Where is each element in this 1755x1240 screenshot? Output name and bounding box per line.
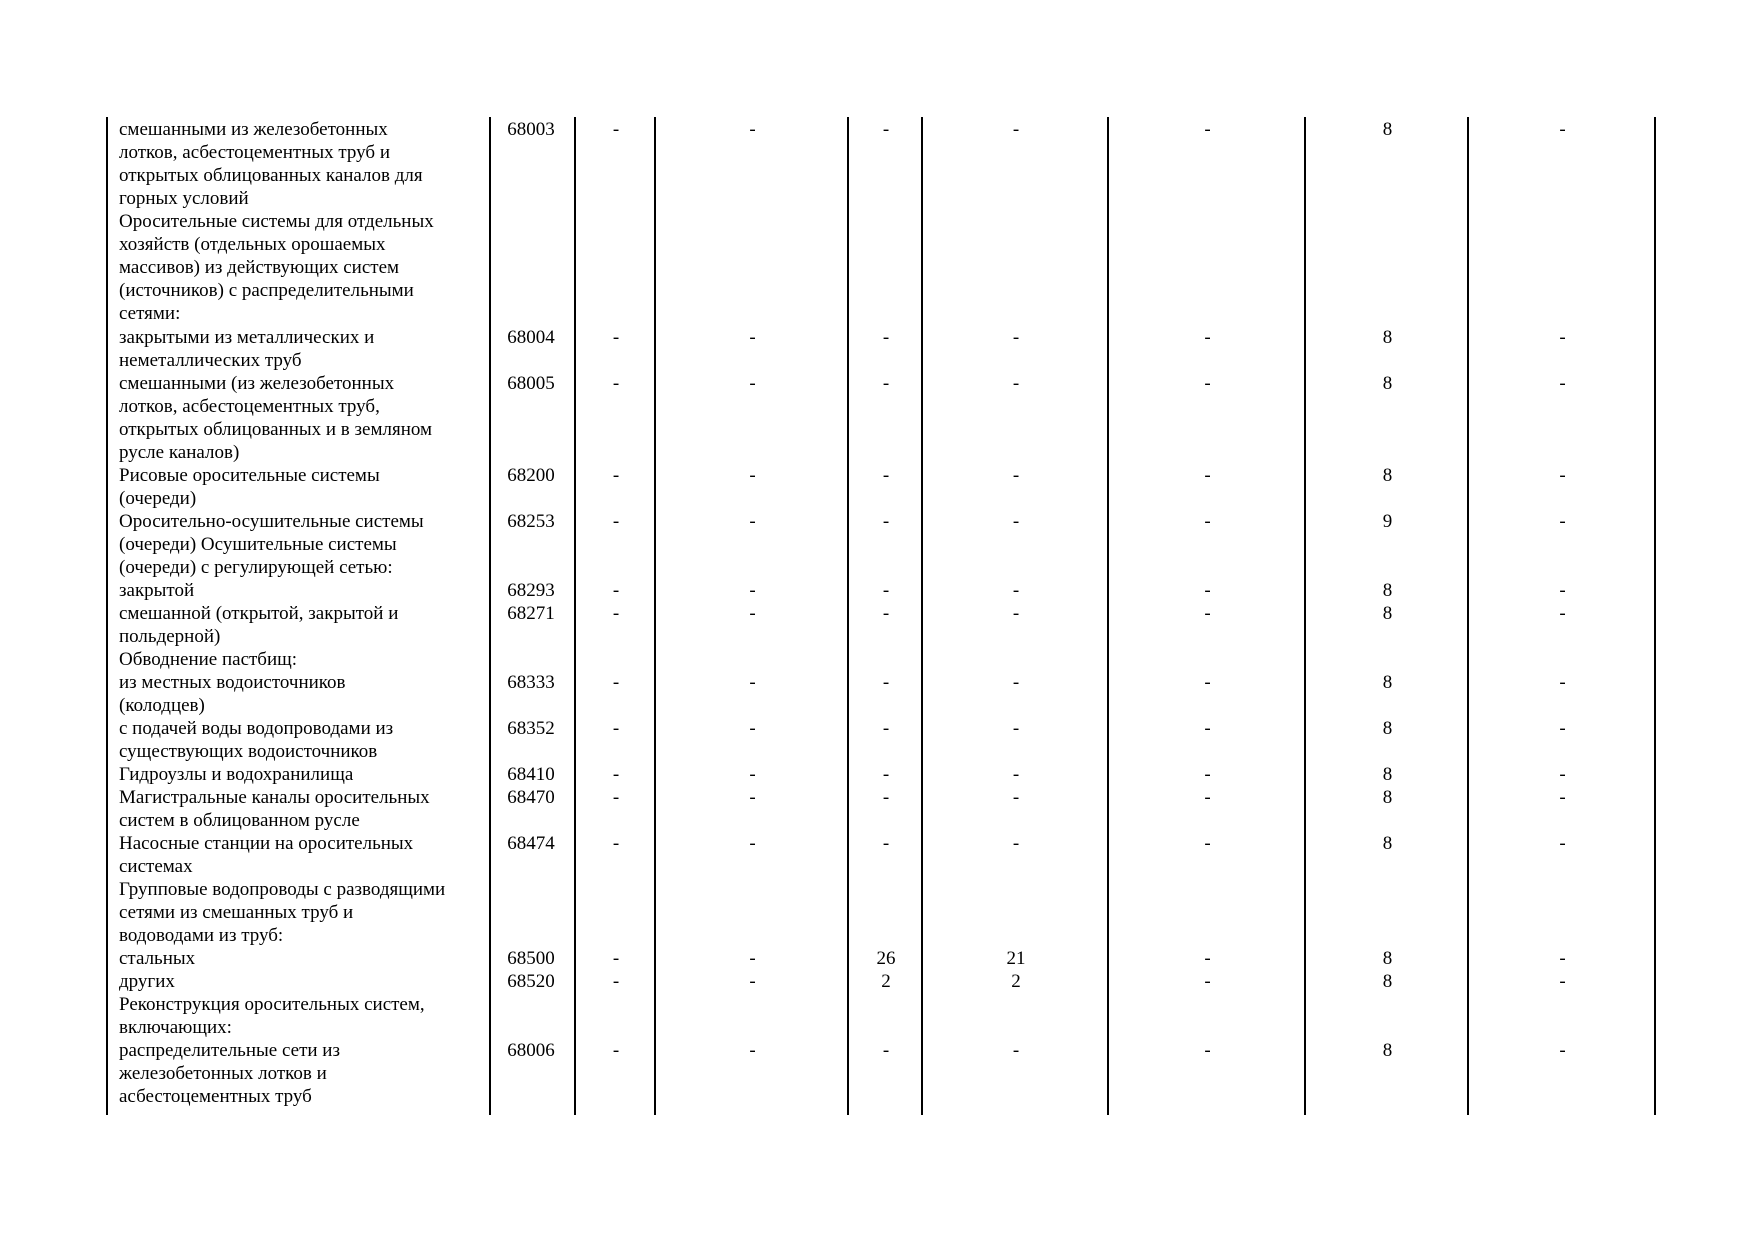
row-value-col6: 9 — [1382, 511, 1393, 532]
row-value-col5: - — [1204, 787, 1211, 808]
row-value-col2: - — [749, 672, 756, 693]
row-value-col5: - — [1204, 718, 1211, 739]
row-code: 68410 — [507, 764, 555, 785]
row-value-col5: - — [1204, 971, 1211, 992]
row-value-col6: 8 — [1382, 603, 1393, 624]
row-name: Магистральные каналы оросительных систем в облицованном русле — [119, 787, 430, 831]
row-value-col7: - — [1559, 764, 1566, 785]
row-value-col5: - — [1204, 511, 1211, 532]
row-value-col7: - — [1559, 465, 1566, 486]
row-value-col2: - — [749, 465, 756, 486]
row-value-col5: - — [1204, 119, 1211, 140]
row-value-col6: 8 — [1382, 948, 1393, 969]
row-name: смешанными из железобетонных лотков, асбестоцементных труб и открытых облицованных каналов для горных условий — [119, 119, 423, 209]
row-value-col3: - — [882, 787, 890, 808]
row-name: Насосные станции на оросительных системах — [119, 833, 414, 877]
row-name: Рисовые оросительные системы (очереди) — [119, 465, 380, 509]
row-code: 68004 — [507, 327, 555, 348]
row-value-col3: - — [882, 327, 890, 348]
row-value-col2: - — [749, 971, 756, 992]
row-value-col5: - — [1204, 1040, 1211, 1061]
row-value-col3: - — [882, 833, 890, 854]
row-value-col6: 8 — [1382, 119, 1393, 140]
row-value-col5: - — [1204, 373, 1211, 394]
row-code: 68200 — [507, 465, 555, 486]
row-name: закрытыми из металлических и неметаллических труб — [119, 327, 375, 371]
row-value-col5: - — [1204, 672, 1211, 693]
row-name: распределительные сети из железобетонных лотков и асбестоцементных труб — [119, 1040, 340, 1107]
row-code: 68474 — [507, 833, 555, 854]
row-value-col3: 26 — [876, 948, 896, 969]
row-value-col1: - — [612, 603, 620, 624]
row-name: других — [119, 971, 175, 992]
row-value-col1: - — [612, 465, 620, 486]
row-value-col3: - — [882, 672, 890, 693]
row-code: 68253 — [507, 511, 555, 532]
row-value-col3: 2 — [881, 971, 891, 992]
row-value-col2: - — [749, 787, 756, 808]
row-value-col1: - — [612, 511, 620, 532]
row-value-col7: - — [1559, 833, 1566, 854]
row-value-col2: - — [749, 511, 756, 532]
row-value-col1: - — [612, 580, 620, 601]
row-value-col7: - — [1559, 971, 1566, 992]
row-name: закрытой — [119, 580, 195, 601]
row-value-col4: - — [1012, 580, 1020, 601]
row-code: 68352 — [507, 718, 555, 739]
row-value-col3: - — [882, 373, 890, 394]
row-value-col4: - — [1012, 672, 1020, 693]
row-value-col6: 8 — [1382, 672, 1393, 693]
row-name: Групповые водопроводы с разводящими сетями из смешанных труб и водоводами из труб: — [119, 879, 446, 946]
column-divider — [106, 117, 108, 1115]
row-value-col7: - — [1559, 672, 1566, 693]
row-value-col1: - — [612, 119, 620, 140]
row-value-col2: - — [749, 718, 756, 739]
row-value-col3: - — [882, 764, 890, 785]
row-value-col7: - — [1559, 373, 1566, 394]
row-code: 68470 — [507, 787, 555, 808]
row-value-col4: - — [1012, 764, 1020, 785]
row-code: 68520 — [507, 971, 555, 992]
row-value-col1: - — [612, 1040, 620, 1061]
row-code: 68293 — [507, 580, 555, 601]
row-value-col1: - — [612, 971, 620, 992]
row-value-col2: - — [749, 948, 756, 969]
row-value-col1: - — [612, 948, 620, 969]
row-value-col4: - — [1012, 119, 1020, 140]
row-value-col5: - — [1204, 327, 1211, 348]
row-value-col1: - — [612, 327, 620, 348]
row-name: смешанной (открытой, закрытой и польдерной) — [119, 603, 399, 647]
row-value-col3: - — [882, 1040, 890, 1061]
row-value-col7: - — [1559, 119, 1566, 140]
row-value-col4: - — [1012, 373, 1020, 394]
row-value-col7: - — [1559, 603, 1566, 624]
row-value-col5: - — [1204, 603, 1211, 624]
row-value-col6: 8 — [1382, 1040, 1393, 1061]
row-code: 68006 — [507, 1040, 555, 1061]
row-value-col6: 8 — [1382, 971, 1393, 992]
row-value-col5: - — [1204, 948, 1211, 969]
row-value-col2: - — [749, 119, 756, 140]
row-value-col5: - — [1204, 764, 1211, 785]
row-code: 68333 — [507, 672, 555, 693]
row-name: смешанными (из железобетонных лотков, асбестоцементных труб, открытых облицованных и в земляном русле каналов) — [119, 373, 433, 463]
row-value-col3: - — [882, 119, 890, 140]
row-value-col7: - — [1559, 718, 1566, 739]
row-value-col2: - — [749, 764, 756, 785]
row-value-col6: 8 — [1382, 833, 1393, 854]
row-value-col5: - — [1204, 580, 1211, 601]
row-value-col4: - — [1012, 603, 1020, 624]
row-value-col4: - — [1012, 1040, 1020, 1061]
row-value-col3: - — [882, 603, 890, 624]
row-value-col1: - — [612, 833, 620, 854]
row-value-col4: 21 — [1006, 948, 1026, 969]
row-value-col2: - — [749, 373, 756, 394]
row-value-col4: - — [1012, 833, 1020, 854]
row-value-col3: - — [882, 718, 890, 739]
row-value-col3: - — [882, 465, 890, 486]
row-value-col4: - — [1012, 511, 1020, 532]
row-value-col1: - — [612, 718, 620, 739]
row-name: Оросительно-осушительные системы (очереди) Осушительные системы (очереди) с регулирующей сетью: — [119, 511, 424, 578]
row-value-col6: 8 — [1382, 373, 1393, 394]
row-name: Обводнение пастбищ: — [119, 649, 298, 670]
row-value-col7: - — [1559, 1040, 1566, 1061]
row-code: 68500 — [507, 948, 555, 969]
row-name: Гидроузлы и водохранилища — [119, 764, 354, 785]
row-name: из местных водоисточников (колодцев) — [119, 672, 346, 716]
row-value-col2: - — [749, 603, 756, 624]
row-value-col4: - — [1012, 787, 1020, 808]
row-value-col6: 8 — [1382, 580, 1393, 601]
row-value-col4: - — [1012, 718, 1020, 739]
row-value-col4: 2 — [1011, 971, 1021, 992]
row-value-col6: 8 — [1382, 465, 1393, 486]
row-value-col7: - — [1559, 580, 1566, 601]
row-value-col2: - — [749, 580, 756, 601]
row-value-col7: - — [1559, 948, 1566, 969]
row-name: Оросительные системы для отдельных хозяйств (отдельных орошаемых массивов) из действующих систем (источников) с распределительными сетями: — [119, 211, 434, 324]
row-value-col3: - — [882, 511, 890, 532]
row-value-col5: - — [1204, 465, 1211, 486]
row-value-col2: - — [749, 833, 756, 854]
row-value-col6: 8 — [1382, 787, 1393, 808]
row-value-col4: - — [1012, 465, 1020, 486]
row-name: Реконструкция оросительных систем, включающих: — [119, 994, 425, 1038]
row-value-col7: - — [1559, 327, 1566, 348]
row-value-col6: 8 — [1382, 764, 1393, 785]
row-code: 68005 — [507, 373, 555, 394]
row-value-col2: - — [749, 1040, 756, 1061]
row-code: 68003 — [507, 119, 555, 140]
row-value-col1: - — [612, 672, 620, 693]
row-value-col7: - — [1559, 511, 1566, 532]
row-name: стальных — [119, 948, 196, 969]
row-name: с подачей воды водопроводами из существующих водоисточников — [119, 718, 394, 762]
row-value-col6: 8 — [1382, 327, 1393, 348]
row-value-col7: - — [1559, 787, 1566, 808]
row-value-col2: - — [749, 327, 756, 348]
row-value-col5: - — [1204, 833, 1211, 854]
row-value-col1: - — [612, 764, 620, 785]
row-value-col1: - — [612, 787, 620, 808]
row-value-col4: - — [1012, 327, 1020, 348]
row-code: 68271 — [507, 603, 555, 624]
row-value-col3: - — [882, 580, 890, 601]
row-value-col1: - — [612, 373, 620, 394]
row-value-col6: 8 — [1382, 718, 1393, 739]
